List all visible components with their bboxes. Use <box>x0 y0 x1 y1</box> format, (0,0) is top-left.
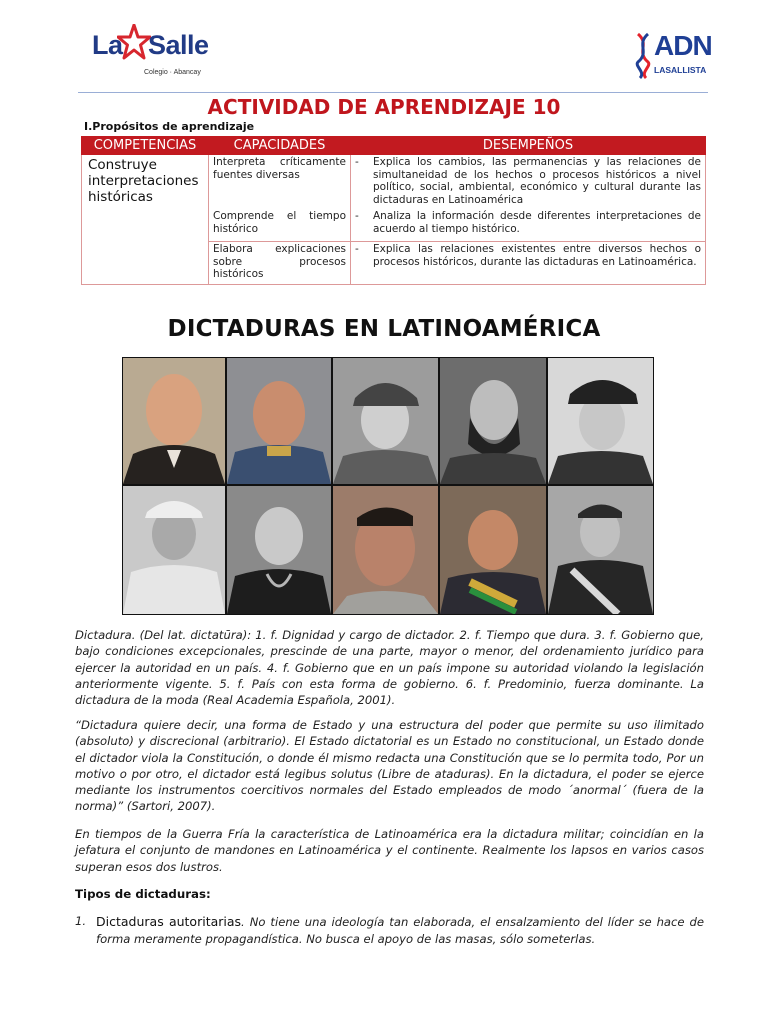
list-item-description: . No tiene una ideología tan elaborada, el ensalzamiento del líder se hace de forma meramente propagandística. No busca el apoyo de las masas, sólo someterlas. <box>96 915 705 946</box>
portrait-photo <box>227 486 331 614</box>
purposes-label: I.Propósitos de aprendizaje <box>84 120 255 133</box>
portrait-photo <box>333 486 438 614</box>
definition-paragraph: Dictadura. (Del lat. dictatūra): 1. f. Dignidad y cargo de dictador. 2. f. Tiempo que dura. 3. f. Gobierno que, bajo condiciones excepcionales, prescinde de una parte, mayor o menor, del ordenamiento jurídico para ejercer la autoridad en un país. 4. f. Gobierno que en un país impone su autoridad violando la legislación anteriormente vigente. 5. f. País con esta forma de gobierno. 6. f. Predominio, fuerza dominante. La dictadura de la moda (Real Academia Española, 2001). <box>75 628 704 708</box>
header-competencias: COMPETENCIAS <box>82 137 209 155</box>
dictators-photo-collage <box>122 357 654 615</box>
star-icon <box>117 24 151 62</box>
logo-salle-text: Salle <box>148 30 209 60</box>
capacity-cell: Interpreta críticamente fuentes diversas <box>209 155 351 210</box>
portrait-photo <box>440 358 546 484</box>
portrait-photo <box>227 358 331 484</box>
dna-helix-icon <box>634 32 652 80</box>
logo-subtitle: Colegio · Abancay <box>144 69 201 76</box>
performance-cell <box>351 242 706 285</box>
performance-text: Explica las relaciones existentes entre diversos hechos o procesos históricos, durante las dictaduras en Latinoamérica. <box>373 243 701 268</box>
logo-adn-text: ADN <box>654 30 712 61</box>
cold-war-paragraph: En tiempos de la Guerra Fría la característica de Latinoamérica era la dictadura militar; coincidían en la jefatura el conjunto de mandones en Latinoamérica y el continente. Realmente los lapsos en varios casos superan esos dos lustros. <box>75 827 704 874</box>
capacity-cell: Comprende el tiempo histórico <box>209 209 351 242</box>
purposes-table <box>81 136 706 285</box>
competence-cell: Construye interpretaciones históricas <box>82 155 209 285</box>
portrait-photo <box>123 486 225 614</box>
list-number: 1. <box>75 914 87 928</box>
list-item <box>75 913 704 948</box>
dash-marker: - <box>355 243 359 255</box>
adn-lasallista-logo <box>634 30 712 82</box>
table-row <box>82 155 706 210</box>
activity-title: ACTIVIDAD DE APRENDIZAJE 10 <box>207 95 561 119</box>
logo-la-text: La <box>92 30 123 60</box>
header-capacidades: CAPACIDADES <box>209 137 351 155</box>
dash-marker: - <box>355 156 359 168</box>
portrait-photo <box>548 358 653 484</box>
portrait-photo <box>548 486 653 614</box>
portrait-photo <box>333 358 438 484</box>
list-item-lead: Dictaduras autoritarias <box>96 914 242 929</box>
performance-text: Analiza la información desde diferentes interpretaciones de acuerdo al tiempo histórico. <box>373 210 701 235</box>
quote-paragraph: “Dictadura quiere decir, una forma de Estado y una estructura del poder que permite su uso ilimitado (absoluto) y discrecional (arbitrario). El Estado dictatorial es un Estado no constitucional, un Estado donde el dictador viola la Constitución, o donde él mismo redacta una Constitución que se lo permita todo, Por un motivo o por otro, el dictador está legibus solutus (Libre de ataduras). En la dictadura, el poder se ejerce mediante los instrumentos coercitivos normales del Estado empleados de modo ´anormal´ (fuera de la norma)” (Sartori, 2007). <box>75 718 704 814</box>
header-desempenos: DESEMPEÑOS <box>351 137 706 155</box>
table-header-row <box>82 137 706 155</box>
types-title: Tipos de dictaduras: <box>75 887 211 901</box>
capacity-cell: Elabora explicaciones sobre procesos históricos <box>209 242 351 285</box>
main-title: DICTADURAS EN LATINOAMÉRICA <box>167 316 601 342</box>
list-item-text <box>96 913 704 948</box>
performance-cell <box>351 209 706 242</box>
dash-marker: - <box>355 210 359 222</box>
performance-text: Explica los cambios, las permanencias y las relaciones de simultaneidad de los hechos o procesos históricos a nivel político, social, ambiental, económico y cultural durante las dictaduras en Latinoamérica <box>373 156 701 206</box>
logo-adn-subtitle: LASALLISTA <box>654 65 707 75</box>
la-salle-logo <box>92 26 210 84</box>
header-divider <box>78 92 708 93</box>
performance-cell <box>351 155 706 210</box>
portrait-photo <box>440 486 546 614</box>
portrait-photo <box>123 358 225 484</box>
